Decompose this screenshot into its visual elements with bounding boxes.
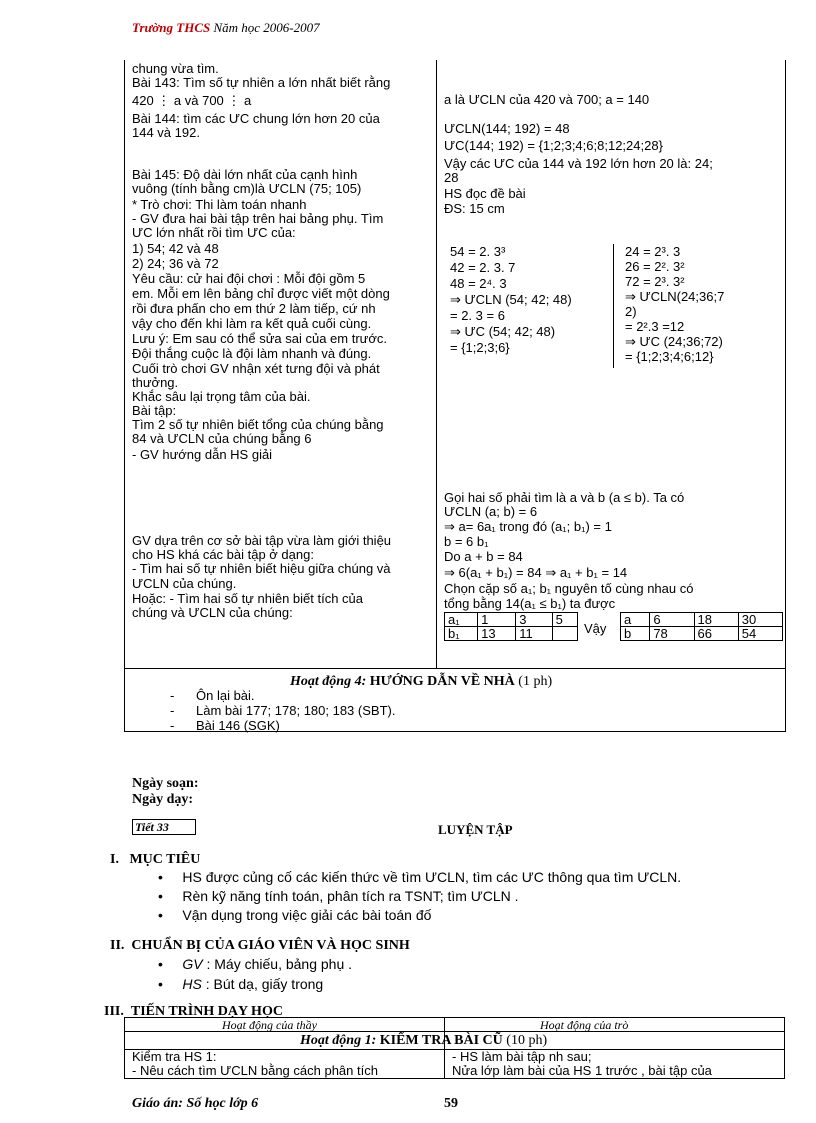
text-line: 420 ⋮ a và 700 ⋮ a — [132, 93, 252, 108]
page-header — [132, 20, 320, 36]
text-line: * Trò chơi: Thi làm toán nhanh — [132, 197, 307, 212]
col-student-header: Hoạt động của trò — [540, 1018, 629, 1032]
text-line: 2) — [625, 304, 637, 319]
list-item: - Làm bài 177; 178; 180; 183 (SBT). — [170, 703, 396, 718]
text-line: Tìm 2 số tự nhiên biết tổng của chúng bằng — [132, 417, 384, 432]
table-cell: 78 — [650, 627, 694, 641]
activity-4-label: Hoạt động 4: — [290, 674, 367, 689]
table-cell: b₁ — [445, 627, 478, 641]
text-line: ⇒ a= 6a₁ trong đó (a₁; b₁) = 1 — [444, 519, 612, 534]
text-line: Gọi hai số phải tìm là a và b (a ≤ b). Ta có — [444, 490, 685, 505]
text-line: 48 = 2⁴. 3 — [450, 276, 507, 291]
text-line: ƯCLN của chúng. — [132, 576, 237, 591]
text-line: Chọn cặp số a₁; b₁ nguyên tố cùng nhau có — [444, 581, 694, 596]
section-1-list — [158, 868, 681, 925]
text-line: 26 = 2². 3² — [625, 259, 685, 274]
table-cell: 18 — [694, 613, 738, 627]
text-line: b = 6 b₁ — [444, 534, 489, 549]
text-line: - GV hướng dẫn HS giải — [132, 447, 273, 462]
activity-1-heading: Hoạt động 1: KIỂM TRA BÀI CŨ (10 ph) — [300, 1033, 548, 1048]
activity-4-list — [170, 688, 395, 733]
table-row — [621, 613, 783, 627]
text-line: - GV đưa hai bài tập trên hai bảng phụ. Tìm — [132, 211, 384, 226]
text-line: Bài 143: Tìm số tự nhiên a lớn nhất biết rằng — [132, 75, 391, 90]
text-line: tổng bằng 14(a₁ ≤ b₁) ta được — [444, 596, 616, 611]
list-item: • HS : Bút dạ, giấy trong — [158, 976, 324, 992]
table-cell: 13 — [478, 627, 516, 641]
text-line: ⇒ ƯC (54; 42; 48) — [450, 324, 556, 339]
ngay-day: Ngày dạy: — [132, 792, 194, 807]
text-line: Nửa lớp làm bài của HS 1 trước , bài tập của — [452, 1063, 712, 1078]
page-number: 59 — [444, 1096, 458, 1111]
result-table — [620, 612, 783, 641]
table-cell: 1 — [478, 613, 516, 627]
text-line: Yêu cầu: cử hai đội chơi : Mỗi đội gồm 5 — [132, 271, 366, 286]
table-cell — [552, 627, 577, 641]
section-2-list — [158, 954, 352, 994]
dates — [132, 776, 199, 808]
school-year: Năm học 2006-2007 — [213, 20, 320, 35]
vay-label: Vậy — [584, 621, 607, 636]
activity-1-student — [452, 1050, 712, 1078]
table-row — [445, 613, 578, 627]
school-name: Trường THCS — [132, 20, 211, 35]
text-line: a là ƯCLN của 420 và 700; a = 140 — [444, 92, 650, 107]
text-line: chung vừa tìm. — [132, 61, 219, 76]
text-line: 42 = 2. 3. 7 — [450, 260, 516, 275]
list-item: • Rèn kỹ năng tính toán, phân tích ra TSNT; tìm ƯCLN . — [158, 888, 519, 904]
text-line: Bài 144: tìm các ƯC chung lớn hơn 20 của — [132, 111, 380, 126]
table-cell: 54 — [738, 627, 782, 641]
text-line: em. Mỗi em lên bảng chỉ được viết một dòng — [132, 286, 390, 301]
text-line: Bài tập: — [132, 403, 177, 418]
text-line: Do a + b = 84 — [444, 549, 523, 564]
text-line: ⇒ ƯC (24;36;72) — [625, 334, 723, 349]
table-cell: b — [621, 627, 650, 641]
text-line: 144 và 192. — [132, 125, 200, 140]
text-line: - HS làm bài tập nh sau; — [452, 1049, 592, 1064]
section-1-heading: I. MỤC TIÊU — [110, 852, 201, 867]
text-line: vuông (tính bằng cm)là ƯCLN (75; 105) — [132, 181, 362, 196]
text-line: ƯCLN(144; 192) = 48 — [444, 121, 570, 136]
text-line: = {1;2;3;6} — [450, 340, 510, 355]
text-line: 1) 54; 42 và 48 — [132, 241, 219, 256]
game-board-2 — [625, 244, 724, 364]
table-cell: 6 — [650, 613, 694, 627]
text-line: rồi đưa phấn cho em thứ 2 làm tiếp, cứ nh — [132, 301, 376, 316]
text-line: 2) 24; 36 và 72 — [132, 256, 219, 271]
activity-4-time: (1 ph) — [518, 674, 553, 689]
table-cell: 3 — [516, 613, 552, 627]
text-line: Cuối trò chơi GV nhận xét tưng đội và phát — [132, 361, 380, 376]
text-line: ƯCLN (a; b) = 6 — [444, 504, 538, 519]
activity-4-name: HƯỚNG DẪN VỀ NHÀ — [369, 674, 515, 689]
text-line: ƯC(144; 192) = {1;2;3;4;6;8;12;24;28} — [444, 138, 663, 153]
game-board-divider — [613, 244, 614, 368]
footer-left: Giáo án: Số học lớp 6 — [132, 1096, 259, 1111]
text-line: 84 và ƯCLN của chúng bằng 6 — [132, 431, 312, 446]
text-line: ⇒ 6(a₁ + b₁) = 84 ⇒ a₁ + b₁ = 14 — [444, 565, 628, 580]
ngay-soan: Ngày soạn: — [132, 776, 199, 791]
table-cell: a₁ — [445, 613, 478, 627]
list-item: - Ôn lại bài. — [170, 688, 255, 703]
table-column-divider — [436, 60, 437, 668]
activity-1-teacher — [132, 1050, 378, 1078]
list-item: • HS được củng cố các kiến thức về tìm ƯCLN, tìm các ƯC thông qua tìm ƯCLN. — [158, 869, 682, 885]
table-cell: 11 — [516, 627, 552, 641]
text-line: = {1;2;3;4;6;12} — [625, 349, 714, 364]
list-item: • Vận dụng trong việc giải các bài toán đố — [158, 907, 432, 923]
tiet-label: Tiết 33 — [132, 819, 196, 835]
text-line: chúng và ƯCLN của chúng: — [132, 605, 293, 620]
text-line: Hoặc: - Tìm hai số tự nhiên biết tích của — [132, 591, 364, 606]
text-line: Bài 145: Độ dài lớn nhất của cạnh hình — [132, 167, 358, 182]
text-line: 28 — [444, 170, 459, 185]
text-line: - Tìm hai số tự nhiên biết hiệu giữa chúng và — [132, 561, 391, 576]
section-3-heading: III. TIẾN TRÌNH DẠY HỌC — [104, 1004, 283, 1019]
table-cell: 66 — [694, 627, 738, 641]
table-cell: a — [621, 613, 650, 627]
table-cell: 5 — [552, 613, 577, 627]
text-line: 72 = 2³. 3² — [625, 274, 685, 289]
pairs-table — [444, 612, 578, 641]
text-line: = 2².3 =12 — [625, 319, 685, 334]
section-2-heading: II. CHUẨN BỊ CỦA GIÁO VIÊN VÀ HỌC SINH — [110, 938, 410, 953]
text-line: HS đọc đề bài — [444, 186, 526, 201]
text-line: cho HS khá các bài tập ở dạng: — [132, 547, 314, 562]
table-cell: 30 — [738, 613, 782, 627]
text-line: Đội thắng cuộc là đội làm nhanh và đúng. — [132, 346, 372, 361]
text-line: 24 = 2³. 3 — [625, 244, 681, 259]
col-teacher-header: Hoạt động của thầy — [222, 1018, 317, 1032]
text-line: ĐS: 15 cm — [444, 201, 505, 216]
game-board-1 — [450, 244, 572, 356]
text-line: ⇒ ƯCLN(24;36;7 — [625, 289, 725, 304]
list-item: • GV : Máy chiếu, bảng phụ . — [158, 956, 353, 972]
text-line: 54 = 2. 3³ — [450, 244, 506, 259]
text-line: = 2. 3 = 6 — [450, 308, 505, 323]
text-line: vậy cho đến khi làm ra kết quả cuối cùng. — [132, 316, 372, 331]
table-row — [621, 627, 783, 641]
text-line: Vậy các ƯC của 144 và 192 lớn hơn 20 là: 24; — [444, 156, 713, 171]
text-line: ƯC lớn nhất rồi tìm ƯC của: — [132, 225, 296, 240]
text-line: Kiểm tra HS 1: — [132, 1049, 217, 1064]
text-line: Lưu ý: Em sau có thể sửa sai của em trước. — [132, 331, 388, 346]
list-item: - Bài 146 (SGK) — [170, 718, 280, 733]
text-line: GV dựa trên cơ sở bài tập vừa làm giới thiệu — [132, 533, 392, 548]
text-line: Khắc sâu lại trọng tâm của bài. — [132, 389, 311, 404]
lesson-title: LUYỆN TẬP — [438, 822, 513, 837]
text-line: ⇒ ƯCLN (54; 42; 48) — [450, 292, 572, 307]
text-line: - Nêu cách tìm ƯCLN bằng cách phân tích — [132, 1063, 378, 1078]
table-row — [445, 627, 578, 641]
text-line: thưởng. — [132, 375, 179, 390]
